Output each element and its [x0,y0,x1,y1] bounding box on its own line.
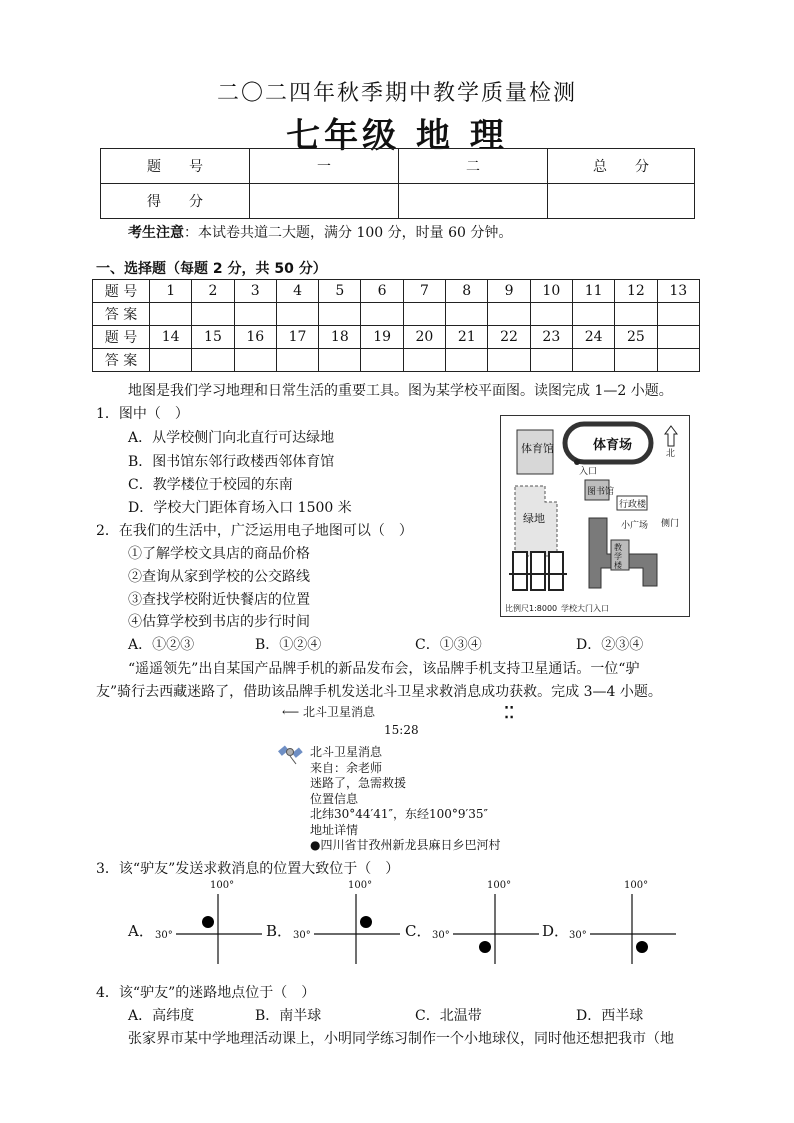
latitude-label: 30° [432,930,450,941]
map-label-main-gate: 学校大门入口 [561,604,609,613]
answer-cell[interactable] [403,303,445,326]
q2-item: ①了解学校文具店的商品价格 [128,546,310,562]
score-input-cell[interactable] [399,184,548,219]
grid-cross [588,892,678,967]
question-number-cell: 10 [530,280,572,303]
subject-title: 七年级 地 理 [286,116,508,156]
answer-cell[interactable] [446,303,488,326]
answer-cell[interactable] [361,303,403,326]
menu-icon[interactable]: ⁚⁚ [504,703,515,722]
row-label: 题 号 [93,280,150,303]
answer-cell[interactable] [403,349,445,372]
location-dot [479,941,491,953]
q2-option-a[interactable]: A．①②③ [128,637,195,653]
answer-cell[interactable] [657,303,699,326]
notice-text: ：本试卷共道二大题，满分 100 分，时量 60 分钟。 [184,225,513,241]
question-number-cell: 8 [446,280,488,303]
question-number-cell: 11 [572,280,614,303]
question-number-cell: 24 [572,326,614,349]
question-number-cell: 22 [488,326,530,349]
q4-option-b[interactable]: B．南半球 [255,1008,322,1024]
q2-item: ④估算学校到书店的步行时间 [128,614,310,630]
intro-paragraph: “遥遥领先”出自某国产品牌手机的新品发布会，该品牌手机支持卫星通话。一位“驴 [128,661,640,677]
coordinate-diagram-b[interactable] [238,880,378,965]
answer-cell[interactable] [572,303,614,326]
map-label-teaching: 教学楼 [614,543,622,570]
question-3: 3．该“驴友”发送求救消息的位置大致位于（ ） [96,861,400,877]
longitude-label: 100° [624,880,649,891]
question-number-cell: 19 [361,326,403,349]
satellite-icon [276,738,306,772]
question-number-cell: 5 [319,280,361,303]
diagram-option-label: D． [542,922,570,940]
q2-item: ②查询从家到学校的公交路线 [128,569,310,585]
q2-option-c[interactable]: C．①③④ [415,637,482,653]
longitude-label: 100° [348,880,373,891]
question-number-cell: 16 [234,326,276,349]
latitude-label: 30° [569,930,587,941]
section-title: 一、选择题（每题 2 分，共 50 分） [96,261,327,277]
question-number-cell: 13 [657,280,699,303]
map-label-stadium: 体育场 [593,438,633,453]
question-number-cell: 20 [403,326,445,349]
answer-cell[interactable] [150,303,192,326]
score-input-cell[interactable] [250,184,399,219]
answer-table [92,279,700,372]
question-1: 1．图中（ ） [96,406,189,422]
q1-option-c[interactable]: C．教学楼位于校园的东南 [128,477,293,493]
q2-option-d[interactable]: D．②③④ [576,637,644,653]
map-label-admin: 行政楼 [619,500,647,510]
location-dot [360,916,372,928]
coordinate-diagrams [100,880,700,965]
map-label-north: 北 [666,449,676,459]
question-number-cell: 23 [530,326,572,349]
answer-cell[interactable] [572,349,614,372]
question-number-cell: 17 [276,326,318,349]
msg-line: 迷路了，急需救援 [310,776,407,790]
score-cell: 得 分 [101,184,250,219]
back-arrow-icon[interactable]: ⟵ [282,705,300,719]
map-label-square: 小广场 [621,521,649,531]
answer-cell[interactable] [615,303,657,326]
notice-label: 考生注意 [128,225,184,241]
question-number-cell: 18 [319,326,361,349]
row-label: 答 案 [93,349,150,372]
answer-cell[interactable] [319,349,361,372]
answer-cell[interactable] [488,349,530,372]
question-number-cell [657,326,699,349]
latitude-label: 30° [155,930,173,941]
answer-cell[interactable] [276,303,318,326]
map-scale: 比例尺1:8000 [505,604,558,613]
answer-cell[interactable] [319,303,361,326]
coordinate-diagram-a[interactable] [100,880,240,965]
msg-line: 位置信息 [310,791,359,806]
phone-message-body [310,745,500,854]
msg-line: 来自：余老师 [310,760,383,775]
answer-cell[interactable] [446,349,488,372]
row-label: 题 号 [93,326,150,349]
score-input-cell[interactable] [548,184,695,219]
map-label-gym: 体育馆 [521,442,554,455]
location-dot [636,941,648,953]
map-label-green: 绿地 [523,512,545,525]
q1-option-a[interactable]: A．从学校侧门向北直行可达绿地 [128,430,335,446]
score-cell: 题 号 [101,149,250,184]
phone-back-bar[interactable] [282,704,375,720]
intro-paragraph: 友”骑行去西藏迷路了，借助该品牌手机发送北斗卫星求救消息成功获救。完成 3—4 小题。 [96,684,662,700]
answer-cell[interactable] [192,303,234,326]
score-table [100,148,695,219]
row-label: 答 案 [93,303,150,326]
q4-option-d[interactable]: D．西半球 [576,1008,644,1024]
answer-cell[interactable] [530,349,572,372]
question-number-cell: 21 [446,326,488,349]
question-number-cell: 14 [150,326,192,349]
question-number-cell: 7 [403,280,445,303]
notice [128,223,512,243]
question-number-cell: 25 [615,326,657,349]
coordinate-diagram-d[interactable] [514,880,654,965]
score-cell: 二 [399,149,548,184]
question-number-cell: 4 [276,280,318,303]
msg-line: 北纬30°44′41″，东经100°9′35″ [310,807,489,821]
msg-line: 地址详情 [310,822,359,837]
intro-paragraph: 张家界市某中学地理活动课上，小明同学练习制作一个小地球仪，同时他还想把我市（地 [128,1031,674,1047]
coordinate-diagram-c[interactable] [377,880,517,965]
answer-cell[interactable] [276,349,318,372]
answer-cell[interactable] [361,349,403,372]
exam-title: 二〇二四年秋季期中教学质量检测 [216,81,577,106]
answer-cell[interactable] [234,349,276,372]
q4-option-c[interactable]: C．北温带 [415,1008,482,1024]
question-2: 2．在我们的生活中，广泛运用电子地图可以（ ） [96,523,413,539]
score-cell: 一 [250,149,399,184]
map-label-side-gate: 侧门 [661,519,680,529]
diagram-option-label: C． [405,922,432,940]
msg-line: ●四川省甘孜州新龙县麻日乡巴河村 [310,838,501,852]
answer-cell[interactable] [234,303,276,326]
latitude-label: 30° [293,930,311,941]
diagram-option-label: B． [266,922,293,940]
q1-option-d[interactable]: D．学校大门距体育场入口 1500 米 [128,500,352,516]
diagram-option-label: A． [128,922,154,940]
map-label-library: 图书馆 [587,487,615,497]
phone-time: 15:28 [384,723,419,737]
intro-paragraph: 地图是我们学习地理和日常生活的重要工具。图为某学校平面图。读图完成 1—2 小题。 [128,383,673,399]
longitude-label: 100° [210,880,235,891]
question-number-cell: 12 [615,280,657,303]
answer-cell[interactable] [657,349,699,372]
q1-option-b[interactable]: B．图书馆东邻行政楼西邻体育馆 [128,454,335,470]
location-dot [202,916,214,928]
answer-cell[interactable] [150,349,192,372]
answer-cell[interactable] [192,349,234,372]
back-title: 北斗卫星消息 [303,705,376,719]
question-number-cell: 9 [488,280,530,303]
answer-cell[interactable] [488,303,530,326]
answer-cell[interactable] [530,303,572,326]
longitude-label: 100° [487,880,512,891]
school-plan-map [500,415,690,617]
map-label-entrance: 入口 [579,467,598,477]
question-number-cell: 6 [361,280,403,303]
q2-option-b[interactable]: B．①②④ [255,637,322,653]
q4-option-a[interactable]: A．高纬度 [128,1008,195,1024]
question-4: 4．该“驴友”的迷路地点位于（ ） [96,985,316,1001]
question-number-cell: 1 [150,280,192,303]
question-number-cell: 2 [192,280,234,303]
q2-item: ③查找学校附近快餐店的位置 [128,592,310,608]
question-number-cell: 3 [234,280,276,303]
msg-line: 北斗卫星消息 [310,745,383,759]
score-cell: 总 分 [548,149,695,184]
answer-cell[interactable] [615,349,657,372]
question-number-cell: 15 [192,326,234,349]
